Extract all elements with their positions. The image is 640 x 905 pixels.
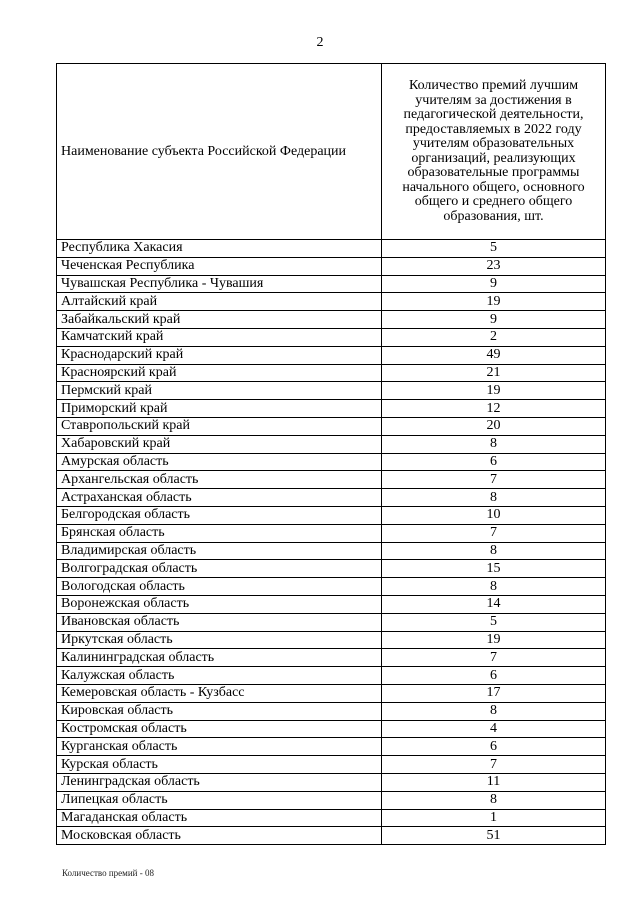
award-count-cell: 8: [382, 542, 606, 560]
table-row: [57, 506, 606, 524]
award-count-cell: 21: [382, 364, 606, 382]
table-row: [57, 417, 606, 435]
table-row: [57, 435, 606, 453]
region-name-cell: Воронежская область: [57, 595, 382, 613]
award-count-cell: 23: [382, 257, 606, 275]
table-row: [57, 275, 606, 293]
region-name-cell: Ивановская область: [57, 613, 382, 631]
award-count-cell: 8: [382, 435, 606, 453]
region-name-cell: Красноярский край: [57, 364, 382, 382]
table-row: [57, 542, 606, 560]
award-count-cell: 6: [382, 453, 606, 471]
award-count-cell: 6: [382, 738, 606, 756]
award-count-cell: 17: [382, 684, 606, 702]
award-count-cell: 51: [382, 827, 606, 845]
table-row: [57, 613, 606, 631]
region-name-cell: Брянская область: [57, 524, 382, 542]
region-name-cell: Краснодарский край: [57, 346, 382, 364]
table-row: [57, 346, 606, 364]
regions-table: [56, 63, 606, 845]
region-name-cell: Астраханская область: [57, 489, 382, 507]
region-name-cell: Амурская область: [57, 453, 382, 471]
award-count-cell: 19: [382, 631, 606, 649]
page-number: 2: [316, 35, 324, 50]
award-count-cell: 11: [382, 773, 606, 791]
region-name-cell: Хабаровский край: [57, 435, 382, 453]
table-row: [57, 827, 606, 845]
region-name-cell: Алтайский край: [57, 293, 382, 311]
award-count-cell: 9: [382, 311, 606, 329]
award-count-cell: 4: [382, 720, 606, 738]
region-name-cell: Кемеровская область - Кузбасс: [57, 684, 382, 702]
table-row: [57, 684, 606, 702]
table-row: [57, 773, 606, 791]
region-name-cell: Волгоградская область: [57, 560, 382, 578]
header-region-name: Наименование субъекта Российской Федерации: [57, 64, 382, 240]
region-name-cell: Московская область: [57, 827, 382, 845]
table-row: [57, 471, 606, 489]
table-row: [57, 328, 606, 346]
table-row: [57, 595, 606, 613]
award-count-cell: 6: [382, 667, 606, 685]
table-row: [57, 364, 606, 382]
award-count-cell: 5: [382, 613, 606, 631]
header-award-count: Количество премий лучшим учителям за достижения в педагогической деятельности, предоставляемых в 2022 году учителям образовательных организаций, реализующих образовательные программы начального общего, основного общего и среднего общего образования, шт.: [382, 64, 606, 240]
award-count-cell: 49: [382, 346, 606, 364]
region-name-cell: Липецкая область: [57, 791, 382, 809]
award-count-cell: 7: [382, 756, 606, 774]
region-name-cell: Курская область: [57, 756, 382, 774]
table-row: [57, 489, 606, 507]
award-count-cell: 7: [382, 649, 606, 667]
region-name-cell: Ставропольский край: [57, 417, 382, 435]
table-header-row: [57, 64, 606, 240]
award-count-cell: 8: [382, 578, 606, 596]
award-count-cell: 19: [382, 382, 606, 400]
table-row: [57, 382, 606, 400]
award-count-cell: 19: [382, 293, 606, 311]
region-name-cell: Иркутская область: [57, 631, 382, 649]
table-row: [57, 293, 606, 311]
table-row: [57, 400, 606, 418]
table-row: [57, 578, 606, 596]
region-name-cell: Вологодская область: [57, 578, 382, 596]
award-count-cell: 15: [382, 560, 606, 578]
award-count-cell: 8: [382, 489, 606, 507]
table-row: [57, 257, 606, 275]
award-count-cell: 9: [382, 275, 606, 293]
region-name-cell: Забайкальский край: [57, 311, 382, 329]
table-row: [57, 791, 606, 809]
award-count-cell: 12: [382, 400, 606, 418]
table-row: [57, 667, 606, 685]
region-name-cell: Владимирская область: [57, 542, 382, 560]
table-row: [57, 738, 606, 756]
region-name-cell: Калужская область: [57, 667, 382, 685]
region-name-cell: Пермский край: [57, 382, 382, 400]
award-count-cell: 14: [382, 595, 606, 613]
award-count-cell: 2: [382, 328, 606, 346]
table-row: [57, 756, 606, 774]
award-count-cell: 1: [382, 809, 606, 827]
region-name-cell: Камчатский край: [57, 328, 382, 346]
region-name-cell: Костромская область: [57, 720, 382, 738]
region-name-cell: Приморский край: [57, 400, 382, 418]
table-row: [57, 311, 606, 329]
region-name-cell: Ленинградская область: [57, 773, 382, 791]
region-name-cell: Чувашская Республика - Чувашия: [57, 275, 382, 293]
award-count-cell: 20: [382, 417, 606, 435]
award-count-cell: 7: [382, 524, 606, 542]
table-row: [57, 453, 606, 471]
award-count-cell: 10: [382, 506, 606, 524]
table-row: [57, 809, 606, 827]
region-name-cell: Магаданская область: [57, 809, 382, 827]
table-row: [57, 649, 606, 667]
table-row: [57, 631, 606, 649]
region-name-cell: Кировская область: [57, 702, 382, 720]
region-name-cell: Республика Хакасия: [57, 240, 382, 258]
table-row: [57, 524, 606, 542]
award-count-cell: 7: [382, 471, 606, 489]
award-count-cell: 8: [382, 702, 606, 720]
footer-note: Количество премий - 08: [62, 868, 154, 878]
region-name-cell: Чеченская Республика: [57, 257, 382, 275]
table-row: [57, 720, 606, 738]
region-name-cell: Белгородская область: [57, 506, 382, 524]
table-row: [57, 240, 606, 258]
region-name-cell: Калининградская область: [57, 649, 382, 667]
region-name-cell: Курганская область: [57, 738, 382, 756]
table-row: [57, 560, 606, 578]
table-row: [57, 702, 606, 720]
region-name-cell: Архангельская область: [57, 471, 382, 489]
award-count-cell: 5: [382, 240, 606, 258]
award-count-cell: 8: [382, 791, 606, 809]
table-body: [57, 240, 606, 845]
